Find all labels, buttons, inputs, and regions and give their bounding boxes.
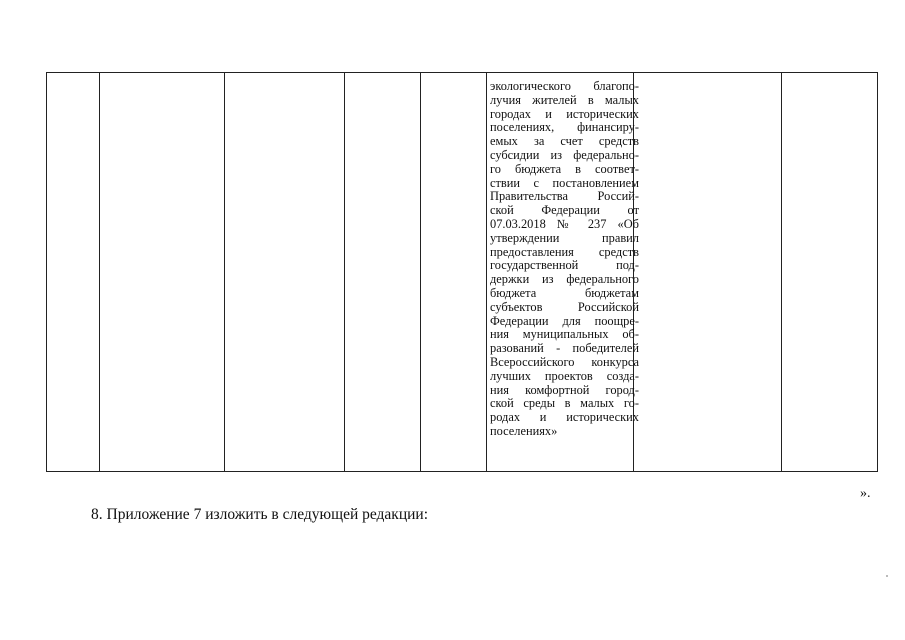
closing-quote: ». <box>860 486 871 501</box>
cell-line: емых за счет средств <box>490 134 639 149</box>
scan-speck <box>886 575 888 577</box>
cell-line: ской среды в малых го- <box>490 396 639 411</box>
cell-line: Правительства Россий- <box>490 189 639 204</box>
cell-line: Всероссийского конкурса <box>490 354 639 369</box>
cell-line: предоставления средств <box>490 244 639 259</box>
cell-line: ской Федерации от <box>490 203 639 218</box>
cell-line: ния муниципальных об- <box>490 327 639 342</box>
table-column-divider <box>781 73 782 471</box>
cell-line: родах и исторических <box>490 410 639 425</box>
cell-line: поселениях» <box>490 423 558 438</box>
table-column-divider <box>486 73 487 471</box>
cell-line: поселениях, финансиру- <box>490 120 639 135</box>
cell-line: субсидии из федерально- <box>490 147 639 162</box>
amendment-paragraph: 8. Приложение 7 изложить в следующей редакции: <box>91 506 429 523</box>
document-table <box>46 72 878 472</box>
cell-line: утверждении правил <box>490 230 639 245</box>
table-column-divider <box>420 73 421 471</box>
table-cell-description <box>490 80 639 439</box>
cell-line: ния комфортной город- <box>490 382 639 397</box>
table-column-divider <box>224 73 225 471</box>
cell-line: бюджета бюджетам <box>490 285 639 300</box>
cell-line: экологического благопо- <box>490 79 639 93</box>
cell-line: государственной под- <box>490 258 639 273</box>
cell-line: городах и исторических <box>490 106 639 121</box>
cell-line: субъектов Российской <box>490 299 639 314</box>
cell-line: разований - победителей <box>490 341 639 356</box>
cell-line: лучших проектов созда- <box>490 368 639 383</box>
cell-line: Федерации для поощре- <box>490 313 639 328</box>
cell-line: лучия жителей в малых <box>490 92 639 107</box>
cell-line: го бюджета в соответ- <box>490 161 639 176</box>
table-column-divider <box>344 73 345 471</box>
cell-line: ствии с постановлением <box>490 175 639 190</box>
table-column-divider <box>99 73 100 471</box>
cell-line: 07.03.2018 № 237 «Об <box>490 216 639 231</box>
cell-line: держки из федерального <box>490 272 639 287</box>
